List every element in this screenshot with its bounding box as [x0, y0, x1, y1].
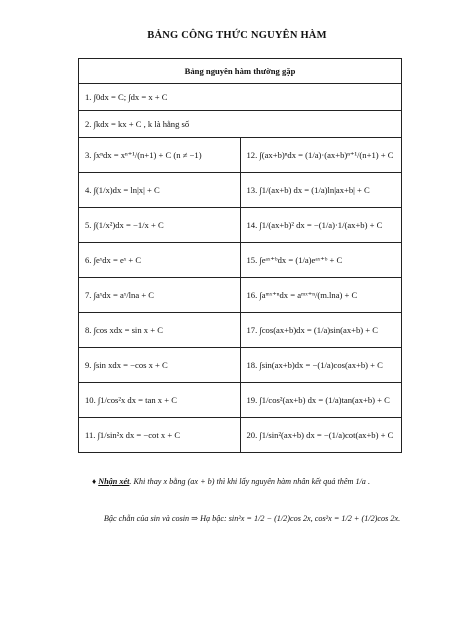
table-row	[79, 111, 402, 138]
formula-16: 16. ∫aᵐˣ⁺ⁿdx = aᵐˣ⁺ⁿ/(m.lna) + C	[240, 278, 402, 313]
formula-19: 19. ∫1/cos²(ax+b) dx = (1/a)tan(ax+b) + C	[240, 383, 402, 418]
formula-4: 4. ∫(1/x)dx = ln|x| + C	[79, 173, 241, 208]
remark-text: . Khi thay x bằng (ax + b) thì khi lấy nguyên hàm nhân kết quả thêm 1/a .	[129, 477, 370, 486]
formula-6: 6. ∫eˣdx = eˣ + C	[79, 243, 241, 278]
table-row	[79, 84, 402, 111]
remark	[92, 477, 370, 486]
table-header: Bảng nguyên hàm thường gặp	[79, 59, 402, 84]
formula-8: 8. ∫cos xdx = sin x + C	[79, 313, 241, 348]
formula-14: 14. ∫1/(ax+b)² dx = −(1/a)·1/(ax+b) + C	[240, 208, 402, 243]
formula-7: 7. ∫aˣdx = aˣ/lna + C	[79, 278, 241, 313]
formula-10: 10. ∫1/cos²x dx = tan x + C	[79, 383, 241, 418]
formula-11: 11. ∫1/sin²x dx = −cot x + C	[79, 418, 241, 453]
table-row	[79, 208, 402, 243]
antiderivative-table	[78, 58, 402, 453]
formula-5: 5. ∫(1/x²)dx = −1/x + C	[79, 208, 241, 243]
table-row	[79, 278, 402, 313]
formula-3: 3. ∫xⁿdx = xⁿ⁺¹/(n+1) + C (n ≠ −1)	[79, 138, 241, 173]
remark-label: Nhận xét	[98, 477, 130, 486]
formula-12: 12. ∫(ax+b)ⁿdx = (1/a)·(ax+b)ⁿ⁺¹/(n+1) + C	[240, 138, 402, 173]
formula-15: 15. ∫eᵃˣ⁺ᵇdx = (1/a)eᵃˣ⁺ᵇ + C	[240, 243, 402, 278]
formula-17: 17. ∫cos(ax+b)dx = (1/a)sin(ax+b) + C	[240, 313, 402, 348]
formula-20: 20. ∫1/sin²(ax+b) dx = −(1/a)cot(ax+b) + C	[240, 418, 402, 453]
formula-13: 13. ∫1/(ax+b) dx = (1/a)ln|ax+b| + C	[240, 173, 402, 208]
formula-18: 18. ∫sin(ax+b)dx = −(1/a)cos(ax+b) + C	[240, 348, 402, 383]
table-row	[79, 313, 402, 348]
diamond-bullet-icon: ♦	[92, 477, 97, 486]
formula-9: 9. ∫sin xdx = −cos x + C	[79, 348, 241, 383]
table-row	[79, 173, 402, 208]
formula-2: 2. ∫kdx = kx + C , k là hằng số	[79, 111, 402, 138]
table-row	[79, 348, 402, 383]
page-title: BẢNG CÔNG THỨC NGUYÊN HÀM	[147, 30, 327, 41]
table-row	[79, 243, 402, 278]
formula-1: 1. ∫0dx = C; ∫dx = x + C	[79, 84, 402, 111]
table-header-row	[79, 59, 402, 84]
table-row	[79, 418, 402, 453]
table-row	[79, 383, 402, 418]
table-row	[79, 138, 402, 173]
power-reduction-note: Bậc chẵn của sin và cosin ⇒ Hạ bậc: sin²x = 1/2 − (1/2)cos 2x, cos²x = 1/2 + (1/2)cos 2x.	[103, 514, 401, 523]
